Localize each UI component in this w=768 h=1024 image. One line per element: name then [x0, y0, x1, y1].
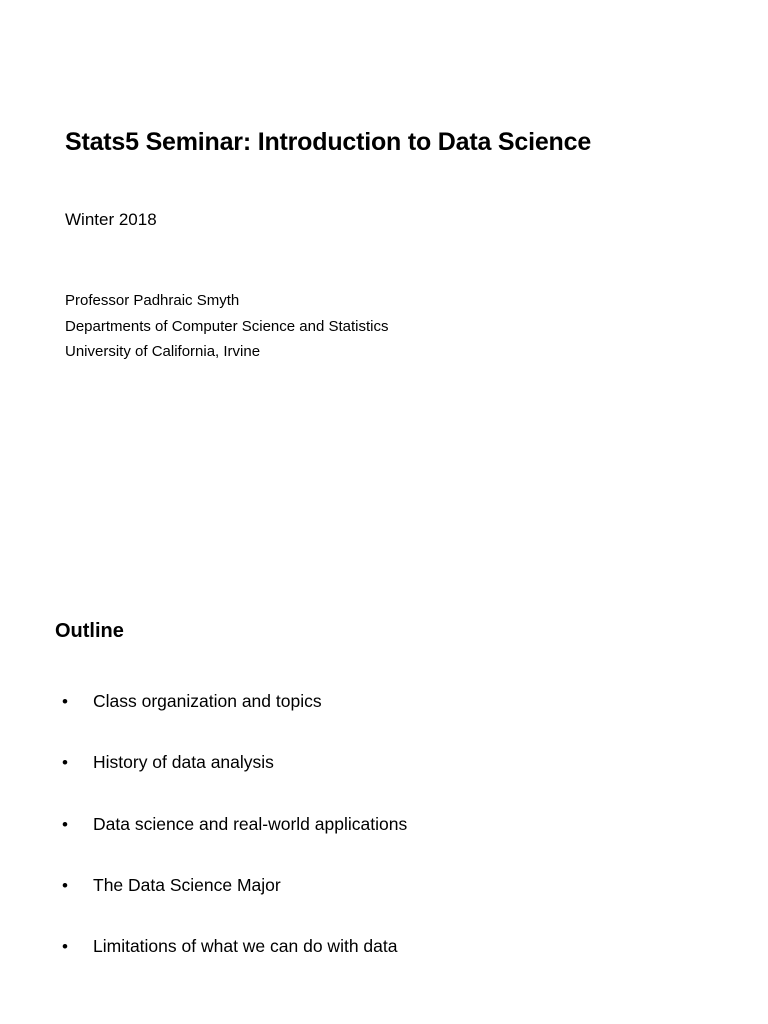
author-department: Departments of Computer Science and Statistics — [65, 317, 389, 335]
outline-item-text: The Data Science Major — [93, 874, 281, 895]
outline-item — [62, 752, 407, 813]
outline-item-text: Class organization and topics — [93, 691, 322, 711]
slide-title: Stats5 Seminar: Introduction to Data Science — [65, 128, 592, 156]
outline-heading: Outline — [55, 620, 124, 642]
bullet-icon: • — [62, 753, 68, 773]
outline-list — [62, 691, 407, 997]
author-block — [65, 288, 388, 365]
author-name: Professor Padhraic Smyth — [65, 292, 240, 309]
bullet-icon: • — [62, 875, 68, 895]
outline-item — [62, 875, 407, 936]
outline-item-text: History of data analysis — [93, 752, 274, 773]
outline-item-text: Data science and real-world applications — [93, 813, 408, 834]
bullet-icon: • — [62, 814, 68, 834]
author-university: University of California, Irvine — [65, 343, 261, 360]
bullet-icon: • — [62, 692, 68, 711]
bullet-icon: • — [62, 937, 68, 957]
outline-item — [62, 691, 407, 752]
outline-item — [62, 814, 407, 875]
outline-item-text: Limitations of what we can do with data — [93, 936, 398, 957]
term-subtitle: Winter 2018 — [65, 210, 157, 229]
outline-item — [62, 936, 407, 997]
